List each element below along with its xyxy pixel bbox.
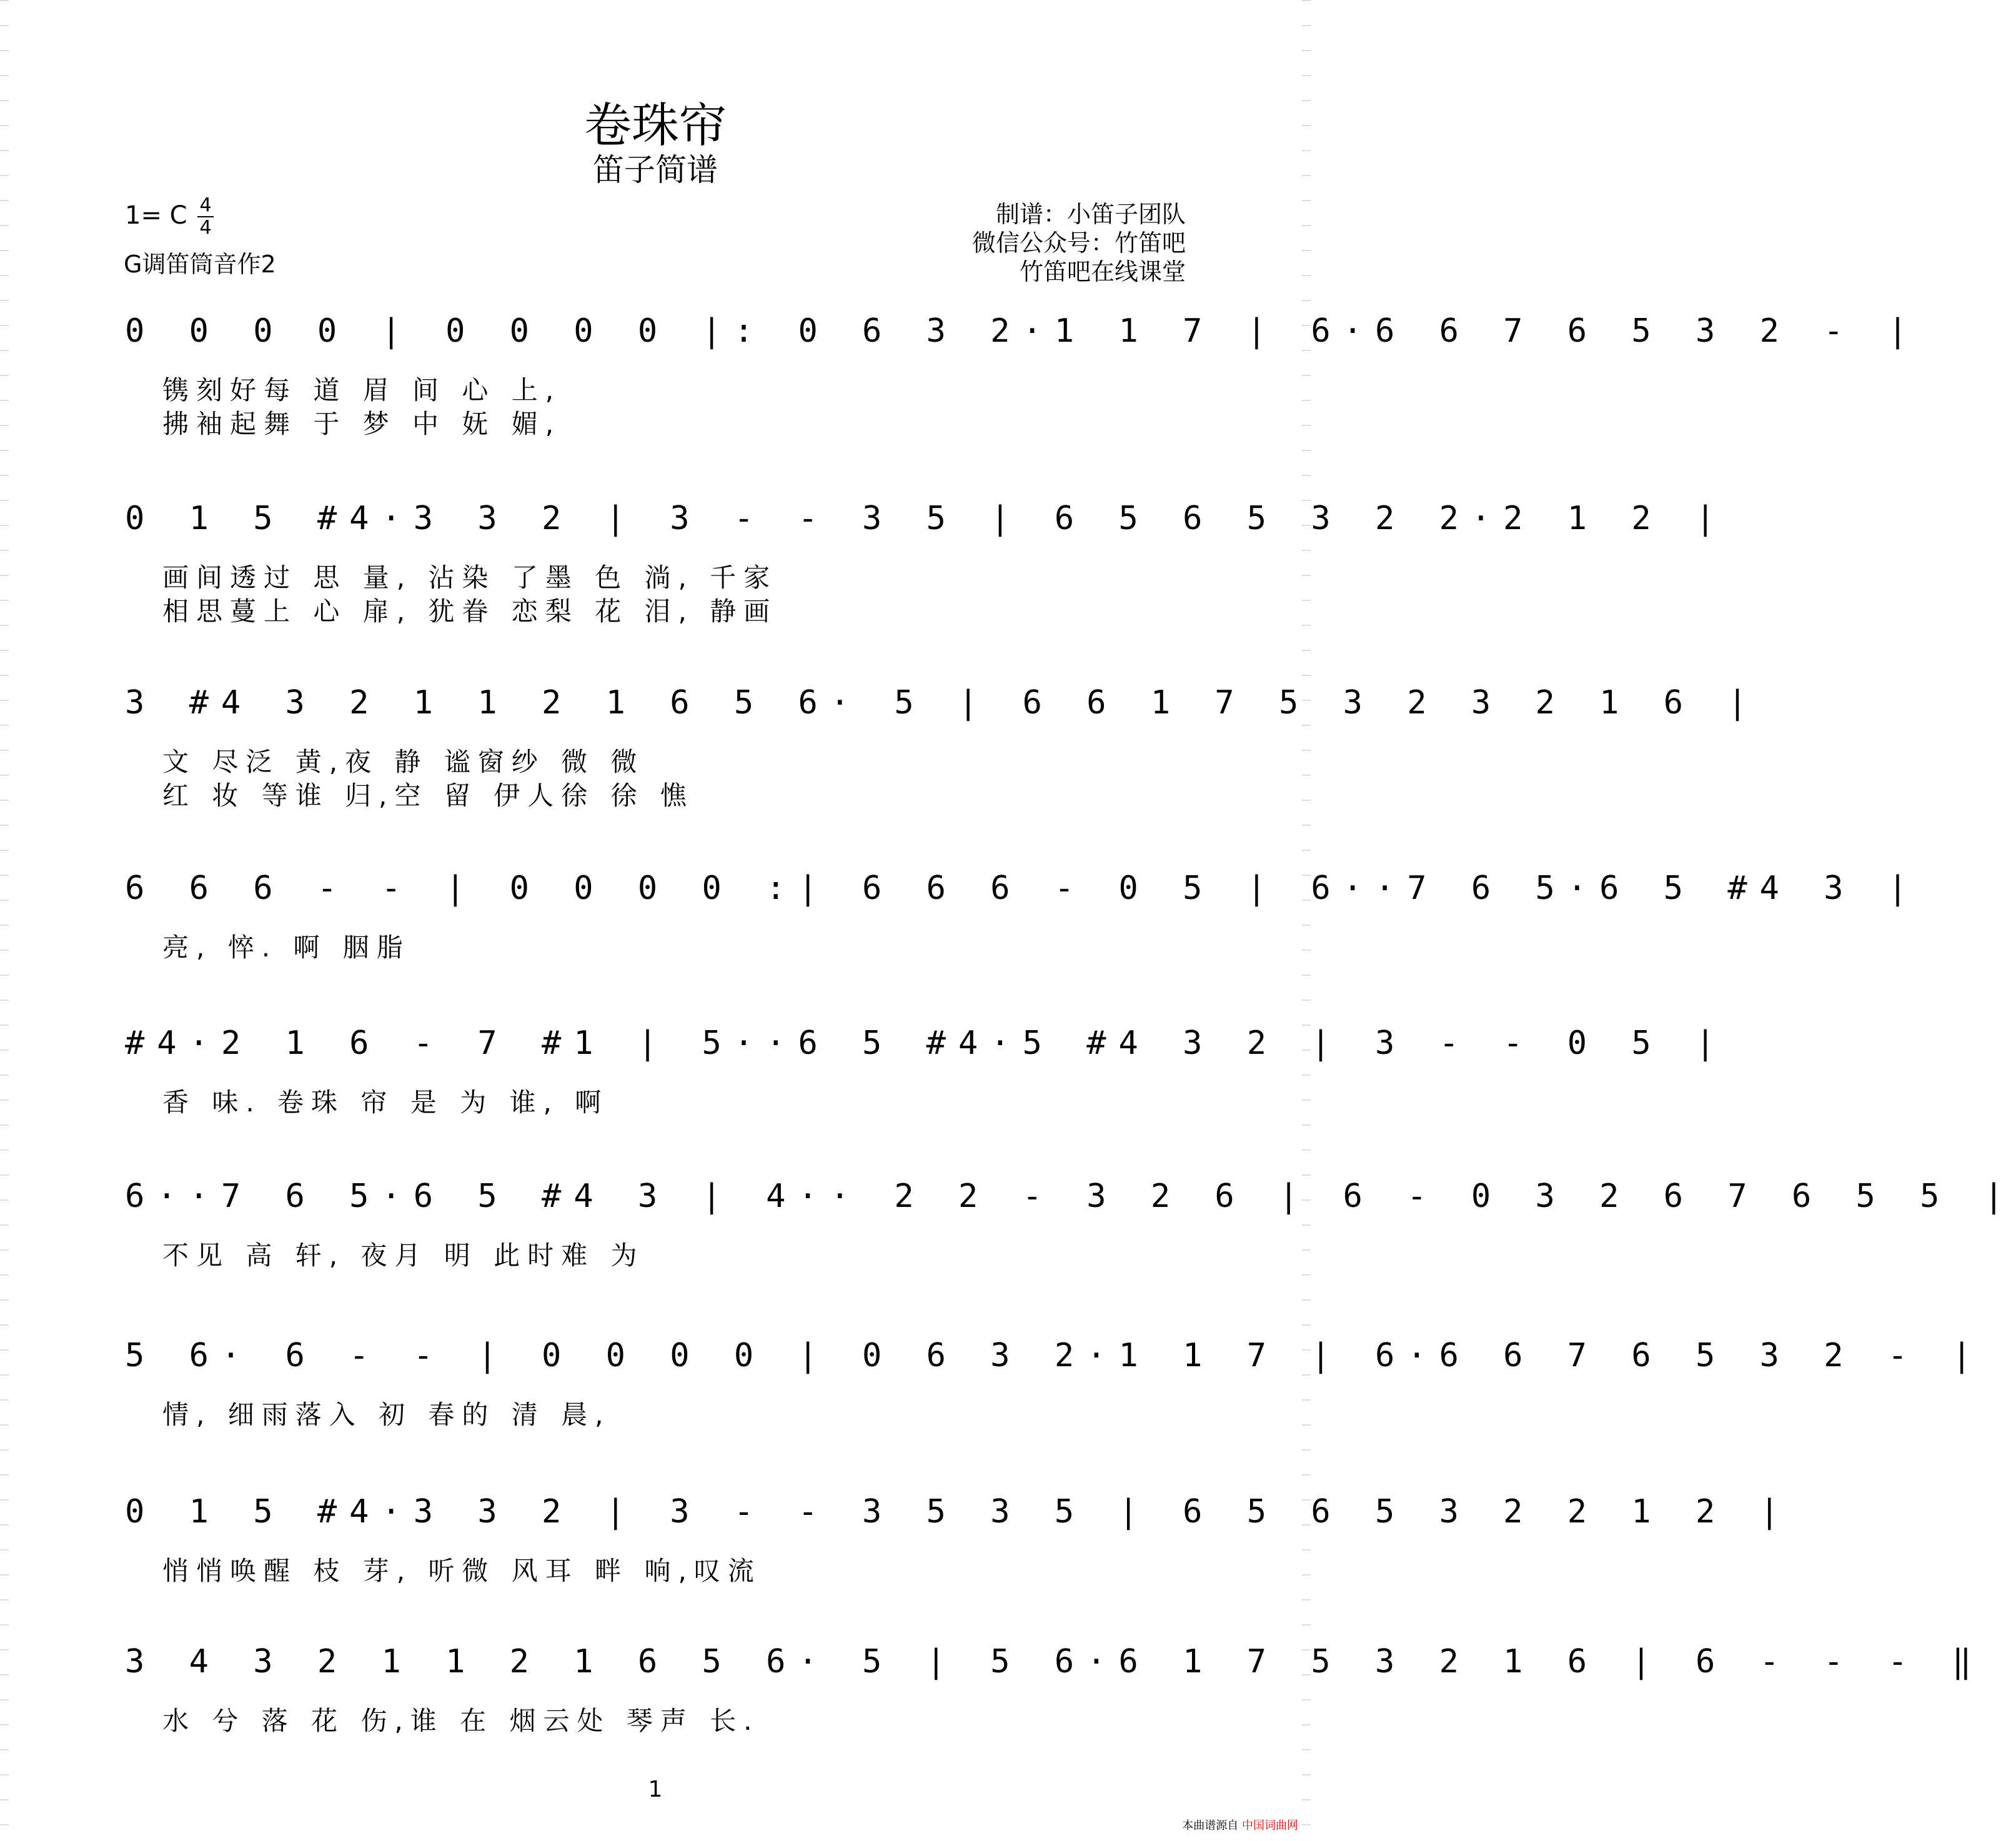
lyric-line: 水 兮 落 花 伤,谁 在 烟云处 琴声 长. xyxy=(162,1705,760,1736)
score-system xyxy=(125,1493,1792,1586)
time-signature-top: 4 xyxy=(199,194,212,216)
time-signature xyxy=(197,195,214,239)
score-system xyxy=(125,870,1920,963)
lyric-line: 文 尽泛 黄,夜 静 谧窗纱 微 微 xyxy=(162,747,645,777)
lyric-line: 不见 高 轩, 夜月 明 此时难 为 xyxy=(162,1240,645,1271)
system-notes: 6··7 6 5·6 5 #4 3 | 4·· 2 2 - 3 2 6 | 6 - 0 3 2 6 7 6 5 5 | xyxy=(125,1178,2016,1215)
system-notes: 5 6· 6 - - | 0 0 0 0 | 0 6 3 2·1 1 7 | 6·6 6 7 6 5 3 2 - | xyxy=(125,1337,1984,1374)
lyric-line: 悄悄唤醒 枝 芽, 听微 风耳 畔 响,叹流 xyxy=(162,1556,762,1586)
credit-wechat: 微信公众号：竹笛吧 xyxy=(971,229,1186,257)
system-notes: 6 6 6 - - | 0 0 0 0 :| 6 6 6 - 0 5 | 6··7 6 5·6 5 #4 3 | xyxy=(125,870,1920,907)
page-number: 1 xyxy=(648,1777,663,1802)
system-notes: 3 4 3 2 1 1 2 1 6 5 6· 5 | 5 6·6 1 7 5 3 2 1 6 | 6 - - - ‖ xyxy=(125,1643,1984,1680)
score-system xyxy=(125,1178,2016,1271)
lyric-line: 画间透过 思 量, 沾染 了墨 色 淌, 千家 xyxy=(162,562,778,593)
score-system xyxy=(125,1025,1728,1118)
song-title: 卷珠帘 xyxy=(584,97,727,153)
system-notes: #4·2 1 6 - 7 #1 | 5··6 5 #4·5 #4 3 2 | 3 - - 0 5 | xyxy=(125,1025,1728,1062)
score-system xyxy=(125,1337,1984,1430)
lyric-line: 镌刻好每 道 眉 间 心 上, xyxy=(162,375,562,405)
system-notes: 0 1 5 #4·3 3 2 | 3 - - 3 5 | 6 5 6 5 3 2 2·2 1 2 | xyxy=(125,500,1728,537)
lyric-line: 红 妆 等谁 归,空 留 伊人徐 徐 憔 xyxy=(162,780,694,811)
right-page-edge xyxy=(1302,0,1311,1841)
credit-arranger: 制谱：小笛子团队 xyxy=(995,201,1186,228)
system-notes: 0 0 0 0 | 0 0 0 0 |: 0 6 3 2·1 1 7 | 6·6 6 7 6 5 3 2 - | xyxy=(125,312,1920,350)
lyric-line: 情, 细雨落入 初 春的 清 晨, xyxy=(162,1399,611,1430)
left-page-edge xyxy=(0,0,9,1841)
instrument-note: G调笛筒音作2 xyxy=(124,251,276,278)
score-system xyxy=(125,500,1728,627)
score-system xyxy=(125,1643,1984,1736)
score-system xyxy=(125,684,1760,811)
key-signature: 1= C xyxy=(125,201,187,230)
source-credit xyxy=(1182,1817,1298,1833)
credit-classroom: 竹笛吧在线课堂 xyxy=(1019,258,1186,285)
song-subtitle: 笛子简谱 xyxy=(593,152,718,188)
system-notes: 3 #4 3 2 1 1 2 1 6 5 6· 5 | 6 6 1 7 5 3 2 3 2 1 6 | xyxy=(125,684,1760,722)
lyric-line: 相思蔓上 心 扉, 犹眷 恋梨 花 泪, 静画 xyxy=(162,596,778,627)
lyric-line: 亮, 悴. 啊 胭脂 xyxy=(162,932,410,963)
source-prefix: 本曲谱源自 xyxy=(1182,1819,1239,1832)
lyric-line: 拂袖起舞 于 梦 中 妩 媚, xyxy=(162,409,562,439)
time-signature-bottom: 4 xyxy=(199,217,212,239)
source-site: 中国词曲网 xyxy=(1242,1819,1298,1832)
system-notes: 0 1 5 #4·3 3 2 | 3 - - 3 5 3 5 | 6 5 6 5 3 2 2 1 2 | xyxy=(125,1493,1792,1531)
score-system xyxy=(125,312,1920,439)
lyric-line: 香 味. 卷珠 帘 是 为 谁, 啊 xyxy=(162,1087,609,1118)
